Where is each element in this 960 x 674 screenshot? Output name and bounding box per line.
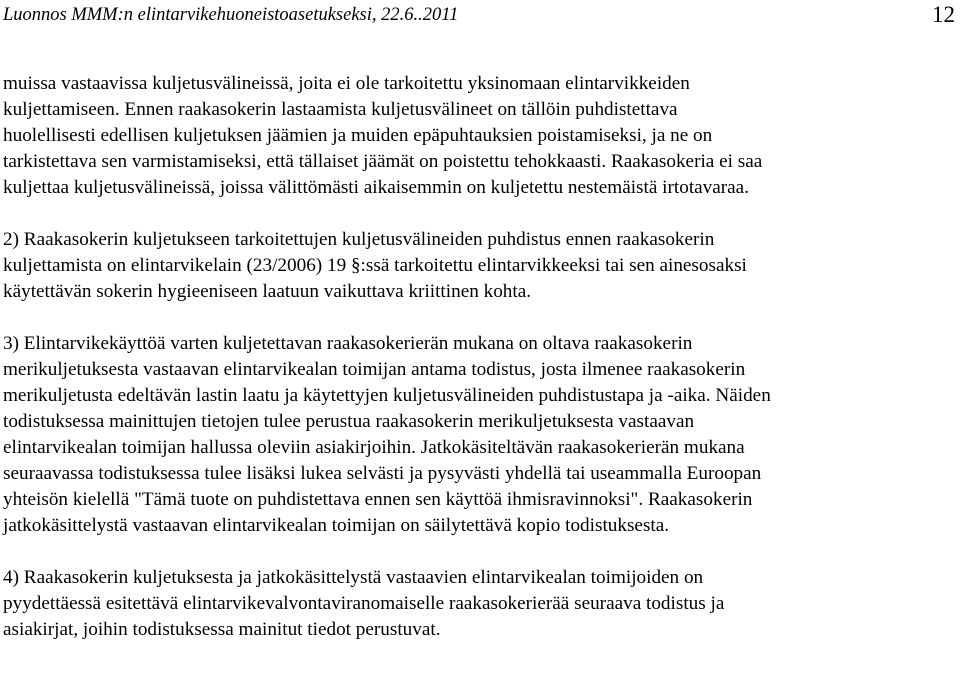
text-line: merikuljetusta edeltävän lastin laatu ja käytettyjen kuljetusvälineiden puhdistustapa ja -aika. Näiden — [3, 385, 771, 406]
text-line: muissa vastaavissa kuljetusvälineissä, joita ei ole tarkoitettu yksinomaan elintarvikkeiden — [3, 73, 690, 94]
text-line: tarkistettava sen varmistamiseksi, että tällaiset jäämät on poistettu tehokkaasti. Raakasokeria ei saa — [3, 151, 763, 172]
text-line: asiakirjat, joihin todistuksessa mainitut tiedot perustuvat. — [3, 619, 441, 640]
paragraph-item-2 — [3, 227, 958, 305]
text-line: kuljettamista on elintarvikelain (23/2006) 19 §:ssä tarkoitettu elintarvikkeeksi tai sen ainesosaksi — [3, 255, 747, 276]
text-line: huolellisesti edellisen kuljetuksen jäämien ja muiden epäpuhtauksien poistamiseksi, ja ne on — [3, 125, 713, 146]
text-line: 2) Raakasokerin kuljetukseen tarkoitettujen kuljetusvälineiden puhdistus ennen raakasokerin — [3, 229, 715, 250]
paragraph-item-3 — [3, 331, 958, 539]
page-number: 12 — [932, 2, 955, 27]
paragraph-item-4 — [3, 565, 958, 643]
text-line: kuljettaa kuljetusvälineissä, joissa välittömästi aikaisemmin on kuljetettu nestemäistä irtotavaraa. — [3, 177, 749, 198]
text-line: 4) Raakasokerin kuljetuksesta ja jatkokäsittelystä vastaavien elintarvikealan toimijoiden on — [3, 567, 704, 588]
text-line: jatkokäsittelystä vastaavan elintarvikealan toimijan on säilytettävä kopio todistuksesta. — [3, 515, 670, 536]
text-line: todistuksessa mainittujen tietojen tulee perustua raakasokerin merikuljetuksesta vastaavan — [3, 411, 695, 432]
page-header — [3, 2, 955, 32]
text-line: 3) Elintarvikekäyttöä varten kuljetettavan raakasokerierän mukana on oltava raakasokerin — [3, 333, 693, 354]
text-line: käytettävän sokerin hygieeniseen laatuun vaikuttava kriittinen kohta. — [3, 281, 532, 302]
text-line: kuljettamiseen. Ennen raakasokerin lastaamista kuljetusvälineet on tällöin puhdistettava — [3, 99, 678, 120]
text-line: pyydettäessä esitettävä elintarvikevalvontaviranomaiselle raakasokerierää seuraava todistus ja — [3, 593, 725, 614]
paragraph-continuation — [3, 71, 958, 201]
text-line: seuraavassa todistuksessa tulee lisäksi lukea selvästi ja pysyvästi yhdellä tai useammalla Euroopan — [3, 463, 762, 484]
document-title: Luonnos MMM:n elintarvikehuoneistoasetukseksi, 22.6..2011 — [3, 5, 459, 25]
text-line: merikuljetuksesta vastaavan elintarvikealan toimijan antama todistus, josta ilmenee raakasokerin — [3, 359, 746, 380]
text-line: yhteisön kielellä "Tämä tuote on puhdistettava ennen sen käyttöä ihmisravinnoksi". Raakasokerin — [3, 489, 753, 510]
document-body — [3, 71, 958, 669]
text-line: elintarvikealan toimijan hallussa oleviin asiakirjoihin. Jatkokäsiteltävän raakasokerierän mukana — [3, 437, 745, 458]
